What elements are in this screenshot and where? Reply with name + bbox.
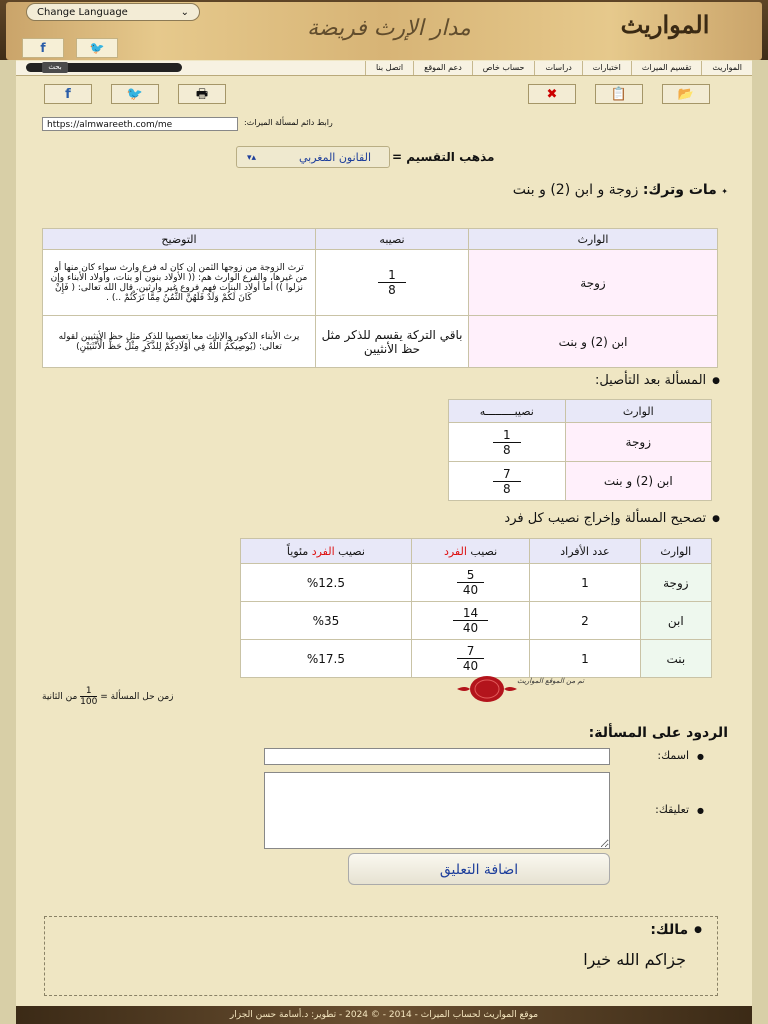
col-share: نصيبـــــــــه [449, 400, 566, 423]
main-nav [16, 61, 752, 76]
folder-icon[interactable]: 📂 [662, 84, 710, 104]
share-cell [449, 462, 566, 501]
col-share: نصيبه [316, 229, 469, 250]
select-arrows-icon: ▴▾ [247, 153, 257, 163]
section-title: ● المسألة بعد التأصيل: [595, 373, 720, 388]
denominator: 8 [388, 283, 396, 297]
table-row [241, 640, 712, 678]
numerator: 1 [378, 268, 406, 283]
denominator: 40 [462, 659, 479, 673]
time-label: زمن حل المسألة = [100, 692, 174, 702]
col-count: عدد الأفراد [530, 539, 640, 564]
share-cell [411, 564, 529, 602]
table-row [449, 423, 712, 462]
nav-item-studies[interactable]: دراسات [534, 61, 581, 75]
comment-author: ● مالك: [650, 922, 702, 938]
col-individual-share [411, 539, 529, 564]
rooted-table [448, 399, 712, 501]
delete-icon[interactable]: ✖ [528, 84, 576, 104]
solve-time [42, 686, 174, 707]
header-highlight: الفرد [311, 544, 335, 558]
chevron-down-icon: ⌄ [180, 7, 189, 18]
twitter-icon[interactable]: 🐦 [76, 38, 118, 58]
madhab-label: مذهب التقسيم = [392, 150, 495, 164]
nav-item-tests[interactable]: اختبارات [582, 61, 631, 75]
nav-item-home[interactable]: المواريث [701, 61, 752, 75]
percent-cell: %12.5 [241, 564, 412, 602]
col-heir: الوارث [469, 229, 718, 250]
heir-cell: بنت [640, 640, 711, 678]
notes-icon[interactable]: 📋 [595, 84, 643, 104]
percent-cell: %35 [241, 602, 412, 640]
site-logo[interactable]: المواريث [620, 10, 710, 39]
header-text: نصيب [466, 544, 498, 558]
wax-seal-icon [455, 673, 519, 705]
table-row [43, 316, 718, 368]
time-unit: من الثانية [42, 692, 78, 702]
heir-cell: ابن (2) و بنت [565, 462, 711, 501]
share-cell [449, 423, 566, 462]
header-text: مئوياً [286, 544, 312, 558]
share-cell [316, 250, 469, 316]
correction-table [240, 538, 712, 678]
problem-heirs: زوجة و ابن (2) و بنت [512, 182, 639, 198]
bullet-icon: ✦ [721, 187, 728, 196]
nav-item-contact[interactable]: اتصل بنا [365, 61, 413, 75]
name-field[interactable] [264, 748, 610, 765]
share-cell [411, 640, 529, 678]
problem-prefix: مات وترك: [642, 182, 717, 198]
table-row [241, 564, 712, 602]
madhab-selected: القانون المغربي [298, 151, 371, 164]
share-cell: باقي التركة يقسم للذكر مثل حظ الأنثيين [316, 316, 469, 368]
table-row [241, 602, 712, 640]
count-cell: 2 [530, 602, 640, 640]
explanation-cell: ترث الزوجة من زوجها الثمن إن كان له فرع وارث سواء كان منها أو من غيرها، والفرع الوارث هم: (( الأولاد بنون أو بنات، وأولاد الأبناء وإن نزلوا )) أما أولاد البنات فهم فروع غير وارثين. قال الله تعالى: ( فَإِنْ كَانَ لَكُمْ وَلَدٌ فَلَهُنَّ الثُّمُنُ مِمَّا تَرَكْتُمْ ..) . [43, 250, 316, 316]
header-text: نصيب [334, 544, 365, 558]
section-title: ● تصحيح المسألة وإخراج نصيب كل فرد [504, 511, 720, 526]
heir-cell: زوجة [640, 564, 711, 602]
numerator: 1 [493, 428, 521, 443]
table-row [43, 250, 718, 316]
search-button[interactable]: بحث [42, 62, 68, 73]
header-calligraphy: مدار الإرث فريضة [307, 16, 471, 41]
language-label: Change Language [37, 7, 128, 18]
fraction [80, 686, 97, 707]
facebook-share-icon[interactable]: f [44, 84, 92, 104]
print-icon[interactable]: 🖶 [178, 84, 226, 104]
facebook-icon[interactable]: f [22, 38, 64, 58]
header-highlight: الفرد [443, 544, 467, 558]
explanation-cell: يرث الأبناء الذكور والإناث معا تعصيبا للذكر مثل حظ الأنثيين لقوله تعالى: (يُوصِيكُمُ اللَّهُ فِي أَوْلَادِكُمْ لِلذَّكَرِ مِثْلُ حَظِّ الْأُنْثَيَيْنِ) [43, 316, 316, 368]
table-row [449, 462, 712, 501]
seal-text: تم من الموقع المواريث [517, 677, 585, 685]
language-select[interactable] [26, 3, 200, 21]
permalink-label: رابط دائم لمسألة الميراث: [244, 118, 333, 127]
permalink-field[interactable]: https://almwareeth.com/me [42, 117, 238, 131]
count-cell: 1 [530, 640, 640, 678]
numerator: 7 [493, 467, 521, 482]
denominator: 8 [502, 442, 511, 457]
comment-field[interactable] [264, 772, 610, 849]
site-header [0, 0, 768, 60]
col-heir: الوارث [640, 539, 711, 564]
denominator: 100 [80, 697, 98, 707]
comment-label: ● تعليقك: [655, 803, 704, 816]
shares-table [42, 228, 718, 368]
nav-item-support[interactable]: دعم الموقع [413, 61, 472, 75]
name-label: ● اسمك: [657, 749, 704, 762]
heir-cell: ابن [640, 602, 711, 640]
numerator: 7 [457, 644, 485, 659]
fraction [378, 268, 406, 297]
col-heir: الوارث [565, 400, 711, 423]
col-explanation: التوضيح [43, 229, 316, 250]
twitter-share-icon[interactable]: 🐦 [111, 84, 159, 104]
replies-title: الردود على المسألة: [588, 725, 728, 741]
heir-cell: ابن (2) و بنت [469, 316, 718, 368]
nav-item-divide[interactable]: تقسيم الميراث [631, 61, 702, 75]
numerator: 1 [80, 686, 97, 697]
add-comment-button[interactable]: اضافة التعليق [348, 853, 610, 885]
numerator: 14 [453, 606, 488, 621]
percent-cell: %17.5 [241, 640, 412, 678]
share-cell [411, 602, 529, 640]
nav-item-account[interactable]: حساب خاص [472, 61, 535, 75]
denominator: 40 [462, 583, 479, 597]
count-cell: 1 [530, 564, 640, 602]
denominator: 8 [502, 481, 511, 496]
comment-text: جزاكم الله خيرا [583, 950, 686, 969]
problem-statement [513, 182, 728, 198]
col-percent [241, 539, 412, 564]
heir-cell: زوجة [469, 250, 718, 316]
numerator: 5 [457, 568, 485, 583]
denominator: 40 [462, 621, 479, 635]
madhab-select[interactable] [236, 146, 390, 168]
heir-cell: زوجة [565, 423, 711, 462]
site-footer: موقع المواريث لحساب الميراث - 2014 - © 2024 - تطوير: د.أسامة حسن الجزار [16, 1006, 752, 1024]
